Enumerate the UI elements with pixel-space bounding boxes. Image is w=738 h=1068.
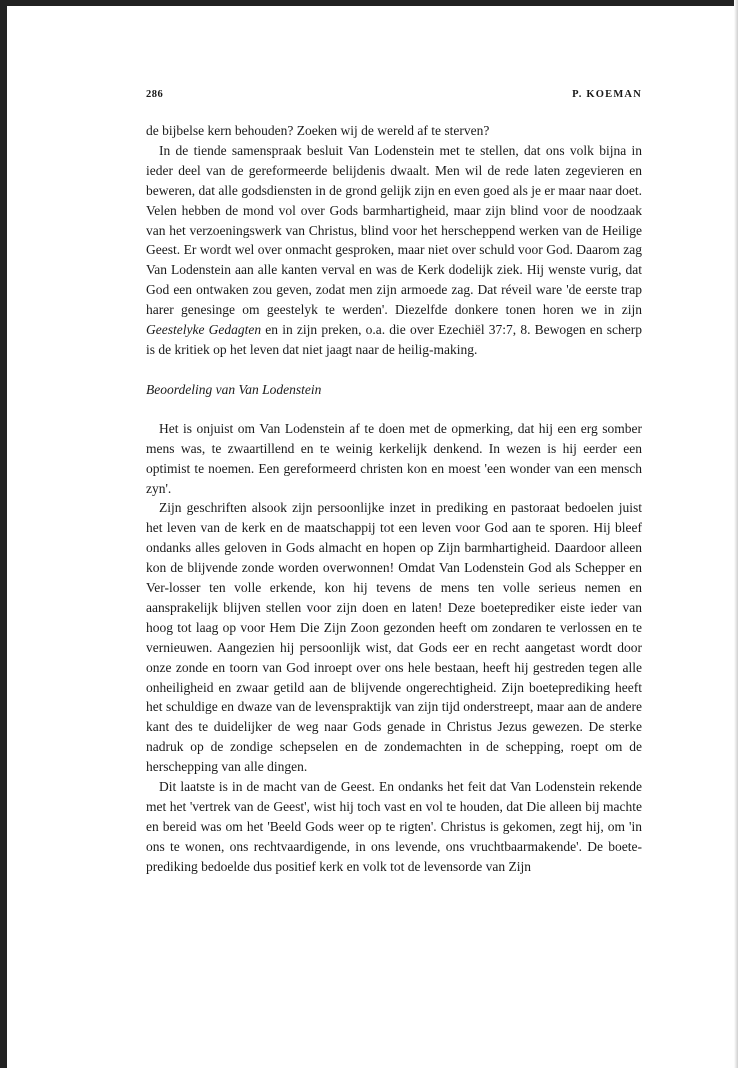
running-head — [146, 89, 642, 105]
paragraph-text: In de tiende samenspraak besluit Van Lodenstein met te stellen, dat ons volk bijna in ieder deel van de gereformeerde belijdenis dwaalt. Men wil de rede laten zegevieren en beweren, dat alle godsdiensten in de grond gelijk zijn en even goed als je er maar naar doet. Velen hebben de mond vol over Gods barmhartigheid, maar zijn blind voor de noodzaak van het verzoeningswerk van Christus, blind voor het herscheppend werken van de Heilige Geest. Er wordt wel over onmacht gesproken, maar niet over schuld voor God. Daarom zag Van Lodenstein aan alle kanten verval en was de Kerk dodelijk ziek. Hij wenste vurig, dat God een ontwaken zou geven, zodat men zijn armoede zag. Dat réveil ware 'de eerste trap harer genesinge om geestelyk te werden'. Diezelfde donkere tonen horen we in zijn — [146, 142, 642, 318]
scan-edge-right — [734, 0, 738, 1068]
body-text — [146, 121, 642, 877]
scan-edge-left — [0, 0, 7, 1068]
paragraph-macht-geest: Dit laatste is in de macht van de Geest. En ondanks het feit dat Van Lodenstein rekende met het 'vertrek van de Geest', wist hij toch vast en vol te houden, dat Die alleen bij machte en bereid was om het 'Beeld Gods weer op te rigten'. Christus is gekomen, zegt hij, om 'in ons te wonen, ons rechtvaardigende, in ons levende, ons vruchtbaarmakende'. De boete-prediking bedoelde dus positief kerk en volk tot de levensorde van Zijn — [146, 779, 642, 874]
paragraph-text-end: en in zijn preken, o.a. die over Ezechiël 37:7, 8. Bewogen en scherp is de kritiek op het leven dat niet jaagt naar de heilig-making. — [146, 322, 642, 357]
paragraph-geschriften: Zijn geschriften alsook zijn persoonlijke inzet in prediking en pastoraat bedoelen juist het leven van de kerk en de maatschappij tot een leven voor God aan te sporen. Hij bleef ondanks alles geloven in Gods almacht en hopen op Zijn barmhartigheid. Daardoor alleen kon de blijvende zonde worden overwonnen! Omdat Van Lodenstein God als Schepper en Ver-losser ten volle erkende, kon hij tevens de mens ten volle serieus nemen en aansprakelijk blijven stellen voor zijn doen en laten! Deze boeteprediker eiste ieder van hoog tot laag op voor Hem Die Zijn Zoon gezonden heeft om zondaren te verlossen en te vernieuwen. Aangezien hij persoonlijk wist, dat Gods eer en recht aangetast wordt door onze zonde en toorn van God inroept over ons hele bestaan, heeft hij gestreden tegen alle onheiligheid en zwaar getild aan de blijvende ongerechtigheid. Zijn boeteprediking heeft het schuldige en dwaze van de levenspraktijk van zijn tijd onderstreept, maar aan de andere kant des te duidelijker de weg naar Gods genade in Christus Jezus gewezen. De sterke nadruk op de zondige schepselen en de zondemachten in de schepping, roept om de herschepping van alle dingen. — [146, 500, 642, 775]
paragraph-onjuist: Het is onjuist om Van Lodenstein af te doen met de opmerking, dat hij een erg somber mens was, te zwaartillend en te weinig kerkelijk denkend. In wezen is hij eerder een optimist te noemen. Een gereformeerd christen kon en moest 'een wonder van een mensch zyn'. — [146, 420, 642, 496]
scan-edge-top — [0, 0, 738, 6]
book-title-italic: Geestelyke Gedagten — [146, 322, 262, 338]
paragraph-tiende-samenspraak — [146, 141, 642, 360]
paragraph-continuation: de bijbelse kern behouden? Zoeken wij de wereld af te sterven? — [146, 123, 490, 138]
running-head-author: P. KOEMAN — [572, 89, 642, 100]
page-number: 286 — [146, 89, 164, 100]
section-heading: Beoordeling van Van Lodenstein — [146, 381, 322, 397]
